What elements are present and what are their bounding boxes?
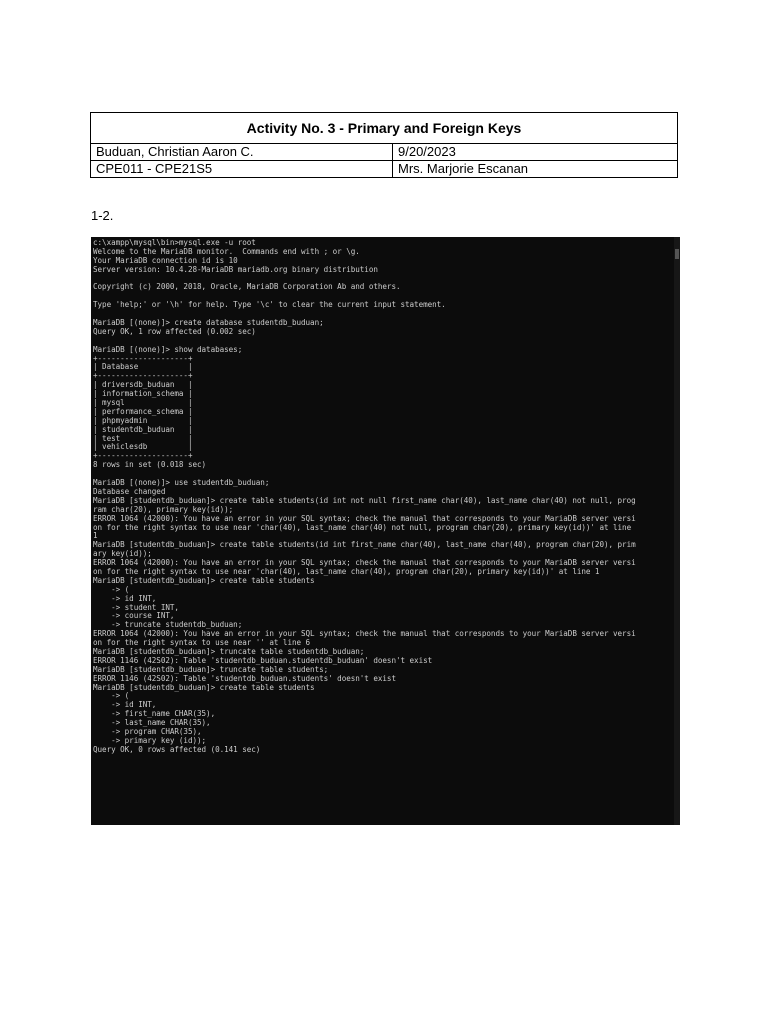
terminal-line: MariaDB [studentdb_buduan]> create table students [93, 575, 315, 585]
terminal-line: 1 [93, 531, 98, 541]
terminal-line: Type 'help;' or '\h' for help. Type '\c' to clear the current input statement. [93, 300, 446, 310]
terminal-line: -> primary key (id)); [93, 735, 207, 745]
terminal-line: | driversdb_buduan | [93, 380, 193, 390]
title-row [91, 113, 678, 144]
terminal-line: Copyright (c) 2000, 2018, Oracle, MariaDB Corporation Ab and others. [93, 282, 401, 292]
course-section: CPE011 - CPE21S5 [91, 161, 393, 178]
terminal-line: on for the right syntax to use near 'char(40), last_name char(40), program char(20), primary key(id))' at line 1 [93, 566, 600, 576]
terminal-screenshot [91, 237, 680, 825]
terminal-line: c:\xampp\mysql\bin>mysql.exe -u root [93, 238, 256, 247]
section-label: 1-2. [91, 208, 114, 223]
terminal-line: Database changed [93, 486, 166, 496]
terminal-line: -> course INT, [93, 611, 175, 621]
terminal-line: MariaDB [studentdb_buduan]> truncate table students; [93, 664, 329, 674]
terminal-line: ERROR 1064 (42000): You have an error in your SQL syntax; check the manual that corresponds to your MariaDB server versi [93, 558, 636, 568]
terminal-line: | phpmyadmin | [93, 415, 193, 425]
terminal-line: | test | [93, 433, 193, 443]
terminal-line: ary key(id)); [93, 549, 152, 559]
terminal-line: ERROR 1064 (42000): You have an error in your SQL syntax; check the manual that corresponds to your MariaDB server versi [93, 513, 636, 523]
terminal-scroll-thumb [675, 249, 679, 259]
terminal-line: MariaDB [studentdb_buduan]> create table students(id int not null first_name char(40), last_name char(40) not null, prog [93, 495, 636, 505]
student-info-row [91, 144, 678, 161]
instructor-name: Mrs. Marjorie Escanan [393, 161, 678, 178]
terminal-line: -> program CHAR(35), [93, 726, 202, 736]
terminal-line: -> truncate studentdb_buduan; [93, 620, 243, 630]
terminal-line: | Database | [93, 362, 193, 372]
terminal-output [93, 239, 672, 755]
terminal-line: MariaDB [(none)]> use studentdb_buduan; [93, 478, 270, 488]
terminal-line: MariaDB [studentdb_buduan]> create table students(id int first_name char(40), last_name char(40), program char(20), prim [93, 540, 636, 550]
terminal-line: MariaDB [studentdb_buduan]> truncate table studentdb_buduan; [93, 646, 365, 656]
terminal-line: -> ( [93, 691, 130, 701]
terminal-line: ERROR 1146 (42S02): Table 'studentdb_buduan.students' doesn't exist [93, 673, 396, 683]
terminal-line: MariaDB [(none)]> show databases; [93, 344, 243, 354]
terminal-line: -> first_name CHAR(35), [93, 709, 216, 719]
terminal-line: +--------------------+ [93, 451, 193, 461]
terminal-line: +--------------------+ [93, 353, 193, 363]
terminal-line: 8 rows in set (0.018 sec) [93, 460, 207, 470]
terminal-line: +--------------------+ [93, 371, 193, 381]
terminal-line: Your MariaDB connection id is 10 [93, 255, 238, 265]
terminal-line: | mysql | [93, 398, 193, 408]
terminal-line: -> id INT, [93, 700, 157, 710]
terminal-line: ERROR 1064 (42000): You have an error in your SQL syntax; check the manual that corresponds to your MariaDB server versi [93, 629, 636, 639]
course-info-row [91, 161, 678, 178]
activity-title: Activity No. 3 - Primary and Foreign Keys [91, 113, 678, 144]
terminal-line: Welcome to the MariaDB monitor. Commands end with ; or \g. [93, 246, 360, 256]
terminal-line: on for the right syntax to use near '' at line 6 [93, 638, 311, 648]
terminal-line: Query OK, 1 row affected (0.002 sec) [93, 326, 256, 336]
terminal-line: | vehiclesdb | [93, 442, 193, 452]
submission-date: 9/20/2023 [393, 144, 678, 161]
terminal-scrollbar [674, 237, 680, 825]
terminal-line: MariaDB [studentdb_buduan]> create table students [93, 682, 315, 692]
activity-header-table [90, 112, 678, 178]
terminal-line: ram char(20), primary key(id)); [93, 504, 234, 514]
terminal-line: ERROR 1146 (42S02): Table 'studentdb_buduan.studentdb_buduan' doesn't exist [93, 655, 433, 665]
terminal-line: -> id INT, [93, 593, 157, 603]
terminal-line: MariaDB [(none)]> create database studentdb_buduan; [93, 318, 324, 328]
terminal-line: Query OK, 0 rows affected (0.141 sec) [93, 744, 261, 754]
terminal-line: Server version: 10.4.28-MariaDB mariadb.org binary distribution [93, 264, 378, 274]
terminal-line: | performance_schema | [93, 406, 193, 416]
terminal-line: | studentdb_buduan | [93, 424, 193, 434]
terminal-line: -> student INT, [93, 602, 179, 612]
terminal-line: | information_schema | [93, 389, 193, 399]
terminal-line: on for the right syntax to use near 'char(40), last_name char(40) not null, program char(20), primary key(id))' at line [93, 522, 632, 532]
terminal-line: -> ( [93, 584, 130, 594]
terminal-line: -> last_name CHAR(35), [93, 718, 211, 728]
student-name: Buduan, Christian Aaron C. [91, 144, 393, 161]
